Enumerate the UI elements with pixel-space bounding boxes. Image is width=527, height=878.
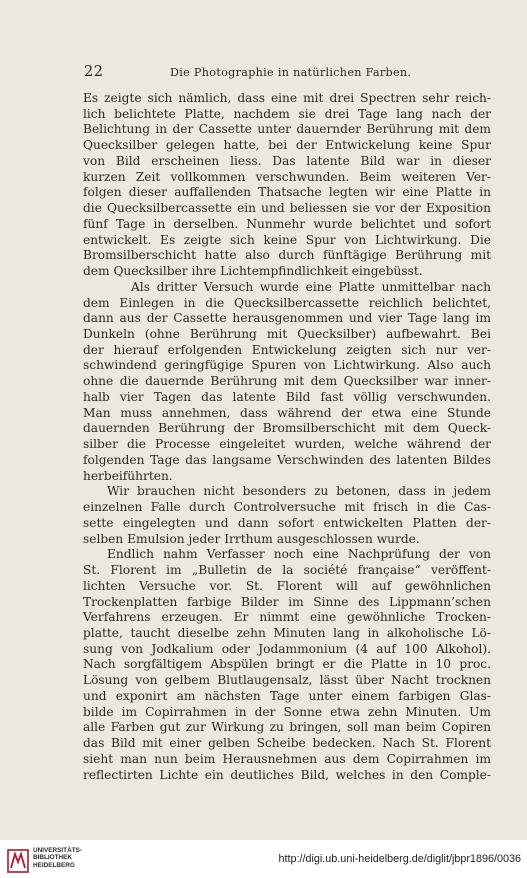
- text-line: Wir brauchen nicht besonders zu betonen, dass in jedem: [107, 484, 491, 499]
- page-number: 22: [84, 64, 104, 80]
- text-line: Dunkeln (ohne Berührung mit Quecksilber) aufbewahrt. Bei: [83, 327, 491, 342]
- text-line: bilde im Copirrahmen in der Sonne etwa zehn Minuten. Um: [83, 704, 491, 719]
- text-line: dem Einlegen in die Quecksilbercassette reichlich belichtet,: [83, 295, 491, 310]
- text-line: die Quecksilbercassette ein und beliessen sie vor der Exposition: [83, 201, 491, 216]
- text-line: der hierauf erfolgenden Entwickelung zeigten sich nur ver-: [83, 342, 491, 357]
- text-line: Nach sorgfältigem Abspülen bringt er die Platte in 10 proc.: [83, 657, 491, 672]
- text-line: Als dritter Versuch wurde eine Platte unmittelbar nach: [131, 279, 491, 294]
- text-line: einzelnen Falle durch Controlversuche mit frisch in die Cas-: [83, 500, 491, 515]
- text-line: St. Florent im „Bulletin de la société française“ veröffent-: [83, 563, 491, 578]
- text-line: entwickelt. Es zeigte sich keine Spur von Lichtwirkung. Die: [83, 232, 491, 247]
- text-line: reflectirten Lichte ein deutliches Bild, welches in den Comple-: [83, 767, 491, 782]
- text-line: platte, taucht dieselbe zehn Minuten lang in alkoholische Lö-: [83, 625, 491, 640]
- text-line: sung von Jodkalium oder Jodammonium (4 auf 100 Alkohol).: [83, 641, 491, 656]
- text-line: Endlich nahm Verfasser noch eine Nachprüfung der von: [107, 547, 491, 562]
- text-line: und exponirt am nächsten Tage unter einem farbigen Glas-: [83, 688, 491, 703]
- text-line: Verfahrens erzeugen. Er nimmt eine gewöhnliche Trocken-: [83, 610, 491, 625]
- page-header: [84, 64, 484, 84]
- text-line: das Bild mit einer gelben Scheibe bedecken. Nach St. Florent: [83, 736, 491, 751]
- text-line: dann aus der Cassette herausgenommen und vier Tage lang im: [83, 311, 491, 326]
- text-line: herbeiführten.: [83, 468, 173, 483]
- text-line: silber die Processe eingeleitet wurden, welche während der: [83, 437, 491, 452]
- text-line: sieht man nun beim Herausnehmen aus dem Copirrahmen im: [83, 751, 491, 766]
- running-title: Die Photographie in natürlichen Farben.: [170, 66, 412, 79]
- text-line: dem Quecksilber ihre Lichtempfindlichkeit eingebüsst.: [83, 264, 423, 279]
- text-line: lichten Versuche vor. St. Florent will auf gewöhnlichen: [83, 578, 491, 593]
- text-line: Man muss annehmen, dass während der etwa eine Stunde: [83, 405, 491, 420]
- text-line: Bromsilberschicht hatte also durch fünftägige Berührung mit: [83, 248, 491, 263]
- digitization-footer: [0, 840, 527, 878]
- library-name: [33, 847, 82, 869]
- body-text: [83, 91, 491, 783]
- library-name-line: HEIDELBERG: [33, 861, 75, 869]
- university-library-logo-icon: [7, 848, 29, 874]
- text-line: Quecksilber gelegen hatte, bei der Entwickelung keine Spur: [83, 138, 491, 153]
- text-line: halb vier Tagen das latente Bild fast völlig verschwunden.: [83, 389, 491, 404]
- text-line: kurzen Zeit vollkommen verschwunden. Beim weiteren Ver-: [83, 169, 491, 184]
- text-line: selben Emulsion jeder Irrthum ausgeschlossen wurde.: [83, 531, 420, 546]
- text-line: ohne die dauernde Berührung mit dem Quecksilber war inner-: [83, 374, 491, 389]
- text-line: folgenden Tage das langsame Verschwinden des latenten Bildes: [83, 452, 491, 467]
- text-line: dauernden Berührung der Bromsilberschicht mit dem Queck-: [83, 421, 491, 436]
- text-line: lich belichtete Platte, nachdem sie drei Tage lang nach der: [83, 106, 491, 121]
- text-line: alle Farben gut zur Wirkung zu bringen, soll man beim Copiren: [83, 720, 491, 735]
- library-name-line: UNIVERSITÄTS-: [33, 847, 82, 854]
- text-line: sette eingelegten und dann sofort entwickelten Platten der-: [83, 515, 491, 530]
- permalink-url[interactable]: http://digi.ub.uni-heidelberg.de/diglit/jbpr1896/0036: [278, 853, 521, 865]
- text-line: Belichtung in der Cassette unter dauernder Berührung mit dem: [83, 122, 491, 137]
- library-name-line: BIBLIOTHEK: [33, 854, 73, 862]
- text-line: Es zeigte sich nämlich, dass eine mit drei Spectren sehr reich-: [83, 91, 491, 105]
- text-line: folgen dieser auffallenden Thatsache legten wir eine Platte in: [83, 185, 491, 200]
- text-line: von Bild erscheinen liess. Das latente Bild war in dieser: [83, 153, 491, 168]
- text-line: Trockenplatten farbige Bilder im Sinne des Lippmann’schen: [83, 594, 491, 609]
- text-line: fünf Tage in derselben. Nunmehr wurde belichtet und sofort: [83, 216, 491, 231]
- text-line: schwindend geringfügige Spuren von Lichtwirkung. Also auch: [83, 358, 491, 373]
- text-line: Lösung von gelbem Blutlaugensalz, lässt über Nacht trocknen: [83, 673, 491, 688]
